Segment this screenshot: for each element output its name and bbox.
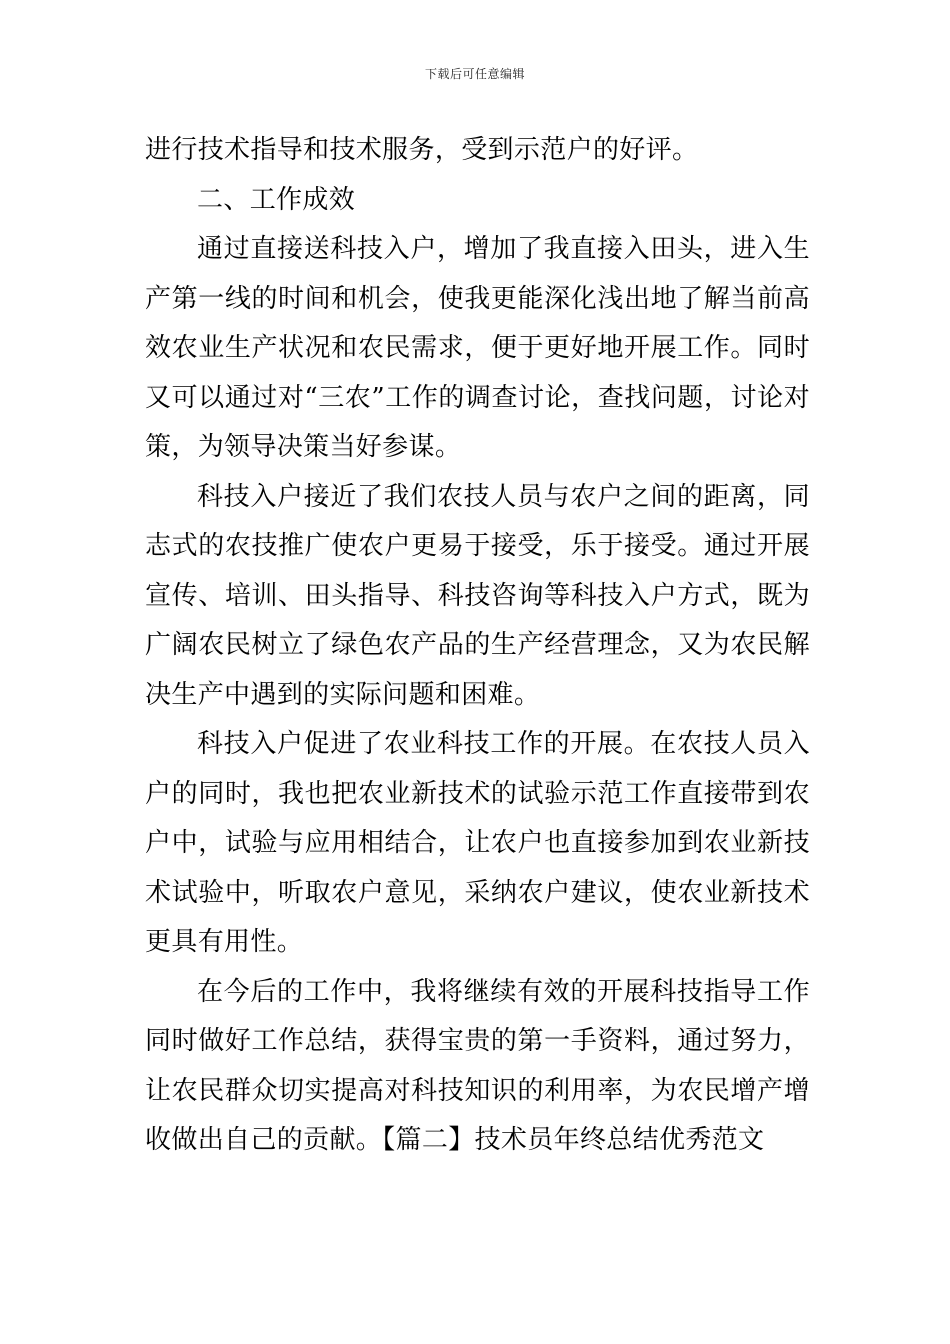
paragraph: 通过直接送科技入户，增加了我直接入田头，进入生产第一线的时间和机会，使我更能深化浅出地了解当前高效农业生产状况和农民需求，便于更好地开展工作。同时又可以通过对“三农”工作的调查讨论，查找问题，讨论对策，为领导决策当好参谋。 xyxy=(145,234,810,462)
document-body xyxy=(145,126,810,1166)
page-header-note: 下载后可任意编辑 xyxy=(424,67,525,81)
paragraph-continuation: 进行技术指导和技术服务，受到示范户的好评。 xyxy=(145,135,699,165)
section-heading: 二、工作成效 xyxy=(197,184,356,215)
paragraph: 科技入户促进了农业科技工作的开展。在农技人员入户的同时，我也把农业新技术的试验示范工作直接带到农户中，试验与应用相结合，让农户也直接参加到农业新技术试验中，听取农户意见，采纳农户建议，使农业新技术更具有用性。 xyxy=(145,729,810,957)
paragraph: 在今后的工作中，我将继续有效的开展科技指导工作同时做好工作总结，获得宝贵的第一手资料，通过努力，让农民群众切实提高对科技知识的利用率，为农民增产增收做出自己的贡献。【篇二】技术员年终总结优秀范文 xyxy=(145,976,810,1155)
paragraph: 科技入户接近了我们农技人员与农户之间的距离，同志式的农技推广使农户更易于接受，乐于接受。通过开展宣传、培训、田头指导、科技咨询等科技入户方式，既为广阔农民树立了绿色农产品的生产经营理念，又为农民解决生产中遇到的实际问题和困难。 xyxy=(145,481,810,710)
